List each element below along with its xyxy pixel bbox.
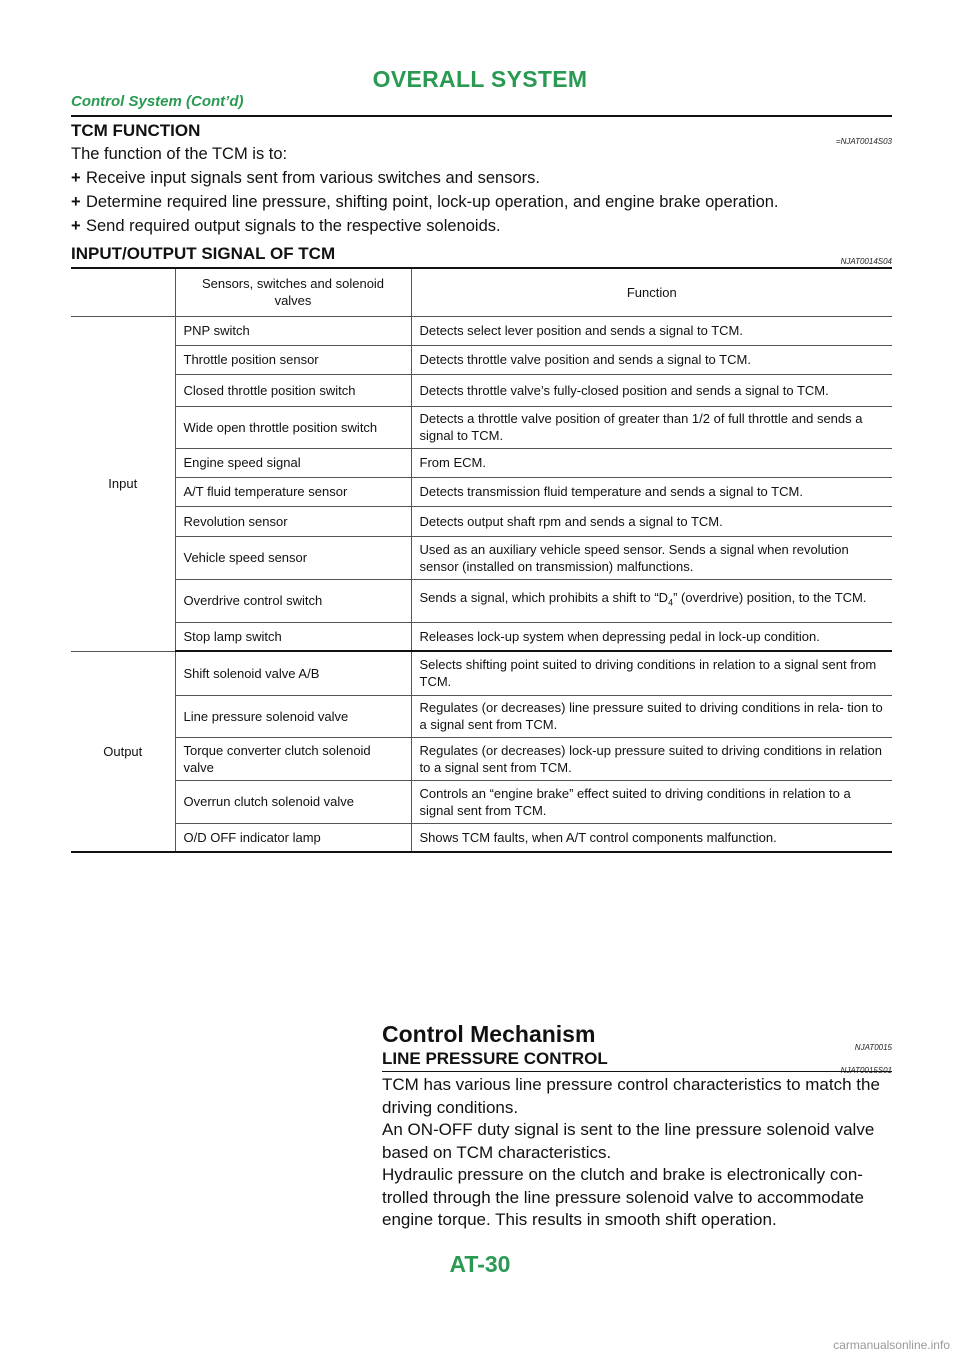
page-header-title: OVERALL SYSTEM: [372, 66, 588, 92]
header-divider: [71, 115, 892, 117]
item-cell: Overrun clutch solenoid valve: [175, 780, 411, 823]
function-cell: Used as an auxiliary vehicle speed sensor. Sends a signal when revolution sensor (installed on transmission) malfunctions.: [411, 536, 892, 579]
table-row: [71, 536, 892, 579]
item-cell: Vehicle speed sensor: [175, 536, 411, 579]
io-signal-code: NJAT0014S04: [840, 257, 892, 266]
bullet-text: Determine required line pressure, shifting point, lock-up operation, and engine brake operation.: [86, 193, 779, 211]
function-cell: Detects transmission fluid temperature and sends a signal to TCM.: [411, 477, 892, 506]
table-row: [71, 477, 892, 506]
header-cell-group: [71, 269, 175, 316]
item-cell: Revolution sensor: [175, 506, 411, 536]
table-row: [71, 374, 892, 406]
function-text-pre: Sends a signal, which prohibits a shift to “D: [419, 590, 669, 606]
function-cell: Selects shifting point suited to driving conditions in relation to a signal sent from TCM.: [411, 651, 892, 695]
group-label-input: Input: [71, 316, 175, 651]
bullet-text: Send required output signals to the respective solenoids.: [86, 217, 501, 235]
paragraph-line: An ON-OFF duty signal is sent to the line pressure solenoid valve: [382, 1120, 875, 1139]
item-cell: A/T fluid temperature sensor: [175, 477, 411, 506]
paragraph-line: trolled through the line pressure solenoid valve to accommodate: [382, 1187, 864, 1207]
page-number: AT-30: [449, 1251, 511, 1277]
item-cell: O/D OFF indicator lamp: [175, 823, 411, 852]
control-mechanism-code: NJAT0015: [854, 1043, 892, 1052]
item-cell: Closed throttle position switch: [175, 374, 411, 406]
function-cell: Detects throttle valve position and sends a signal to TCM.: [411, 345, 892, 374]
group-label-output: Output: [71, 651, 175, 852]
table-row: [71, 316, 892, 345]
table-row: [71, 651, 892, 695]
item-cell: PNP switch: [175, 316, 411, 345]
tcm-function-code: =NJAT0014S03: [835, 137, 892, 146]
function-cell: Controls an “engine brake” effect suited to driving conditions in relation to a signal sent from TCM.: [411, 780, 892, 823]
paragraph-line: based on TCM characteristics.: [382, 1142, 612, 1162]
table-row: [71, 579, 892, 622]
table-row: [71, 695, 892, 737]
line-pressure-rule: [382, 1071, 892, 1072]
function-cell: Detects a throttle valve position of greater than 1/2 of full throttle and sends a signal to TCM.: [411, 406, 892, 448]
line-pressure-paragraph: [382, 1074, 892, 1232]
list-item: [71, 214, 901, 238]
item-cell: Engine speed signal: [175, 448, 411, 477]
header-cell-function: Function: [411, 269, 892, 316]
paragraph-line: driving conditions.: [382, 1097, 519, 1117]
function-cell: Detects throttle valve’s fully-closed position and sends a signal to TCM.: [411, 374, 892, 406]
function-cell: Shows TCM faults, when A/T control components malfunction.: [411, 823, 892, 852]
paragraph-line: TCM has various line pressure control characteristics to match the: [382, 1075, 880, 1094]
tcm-function-title: TCM FUNCTION: [71, 121, 201, 140]
bullet-mark: +: [71, 193, 81, 211]
table-row: [71, 506, 892, 536]
function-cell: Regulates (or decreases) line pressure suited to driving conditions in rela- tion to a signal sent from TCM.: [411, 695, 892, 737]
page-header-subtitle: Control System (Cont’d): [71, 93, 244, 110]
paragraph-line: Hydraulic pressure on the clutch and brake is electronically con-: [382, 1165, 863, 1184]
line-pressure-title: LINE PRESSURE CONTROL: [382, 1049, 608, 1068]
list-item: [71, 166, 901, 190]
list-item: [71, 190, 901, 214]
item-cell: Stop lamp switch: [175, 622, 411, 651]
bullet-mark: +: [71, 169, 81, 187]
paragraph-line: engine torque. This results in smooth shift operation.: [382, 1210, 777, 1229]
bullet-mark: +: [71, 217, 81, 235]
table-row: [71, 345, 892, 374]
tcm-function-list: [71, 166, 901, 238]
function-text-post: ” (overdrive) position, to the TCM.: [673, 590, 867, 606]
table-row: [71, 622, 892, 651]
bullet-text: Receive input signals sent from various switches and sensors.: [86, 169, 540, 187]
function-cell: Regulates (or decreases) lock-up pressure suited to driving conditions in relation to a signal sent from TCM.: [411, 737, 892, 780]
function-cell: Releases lock-up system when depressing pedal in lock-up condition.: [411, 622, 892, 651]
table-row: [71, 823, 892, 852]
tcm-function-intro: The function of the TCM is to:: [71, 145, 288, 163]
io-signal-title: INPUT/OUTPUT SIGNAL OF TCM: [71, 244, 336, 263]
function-text-subscript: 4: [668, 597, 674, 608]
function-cell: Detects output shaft rpm and sends a signal to TCM.: [411, 506, 892, 536]
item-cell: Throttle position sensor: [175, 345, 411, 374]
item-cell: Overdrive control switch: [175, 579, 411, 622]
header-cell-item: Sensors, switches and solenoid valves: [175, 269, 411, 316]
line-pressure-code: NJAT0015S01: [840, 1066, 892, 1075]
io-signal-table: [71, 269, 892, 853]
function-cell: From ECM.: [411, 448, 892, 477]
item-cell: Torque converter clutch solenoid valve: [175, 737, 411, 780]
table-row: [71, 780, 892, 823]
item-cell: Shift solenoid valve A/B: [175, 651, 411, 695]
table-row: [71, 406, 892, 448]
control-mechanism-title: Control Mechanism: [382, 1021, 596, 1047]
function-cell: Detects select lever position and sends a signal to TCM.: [411, 316, 892, 345]
item-cell: Wide open throttle position switch: [175, 406, 411, 448]
function-cell: [411, 579, 892, 622]
table-row: [71, 737, 892, 780]
table-header-row: [71, 269, 892, 316]
watermark: carmanualsonline.info: [833, 1338, 950, 1352]
table-row: [71, 448, 892, 477]
item-cell: Line pressure solenoid valve: [175, 695, 411, 737]
